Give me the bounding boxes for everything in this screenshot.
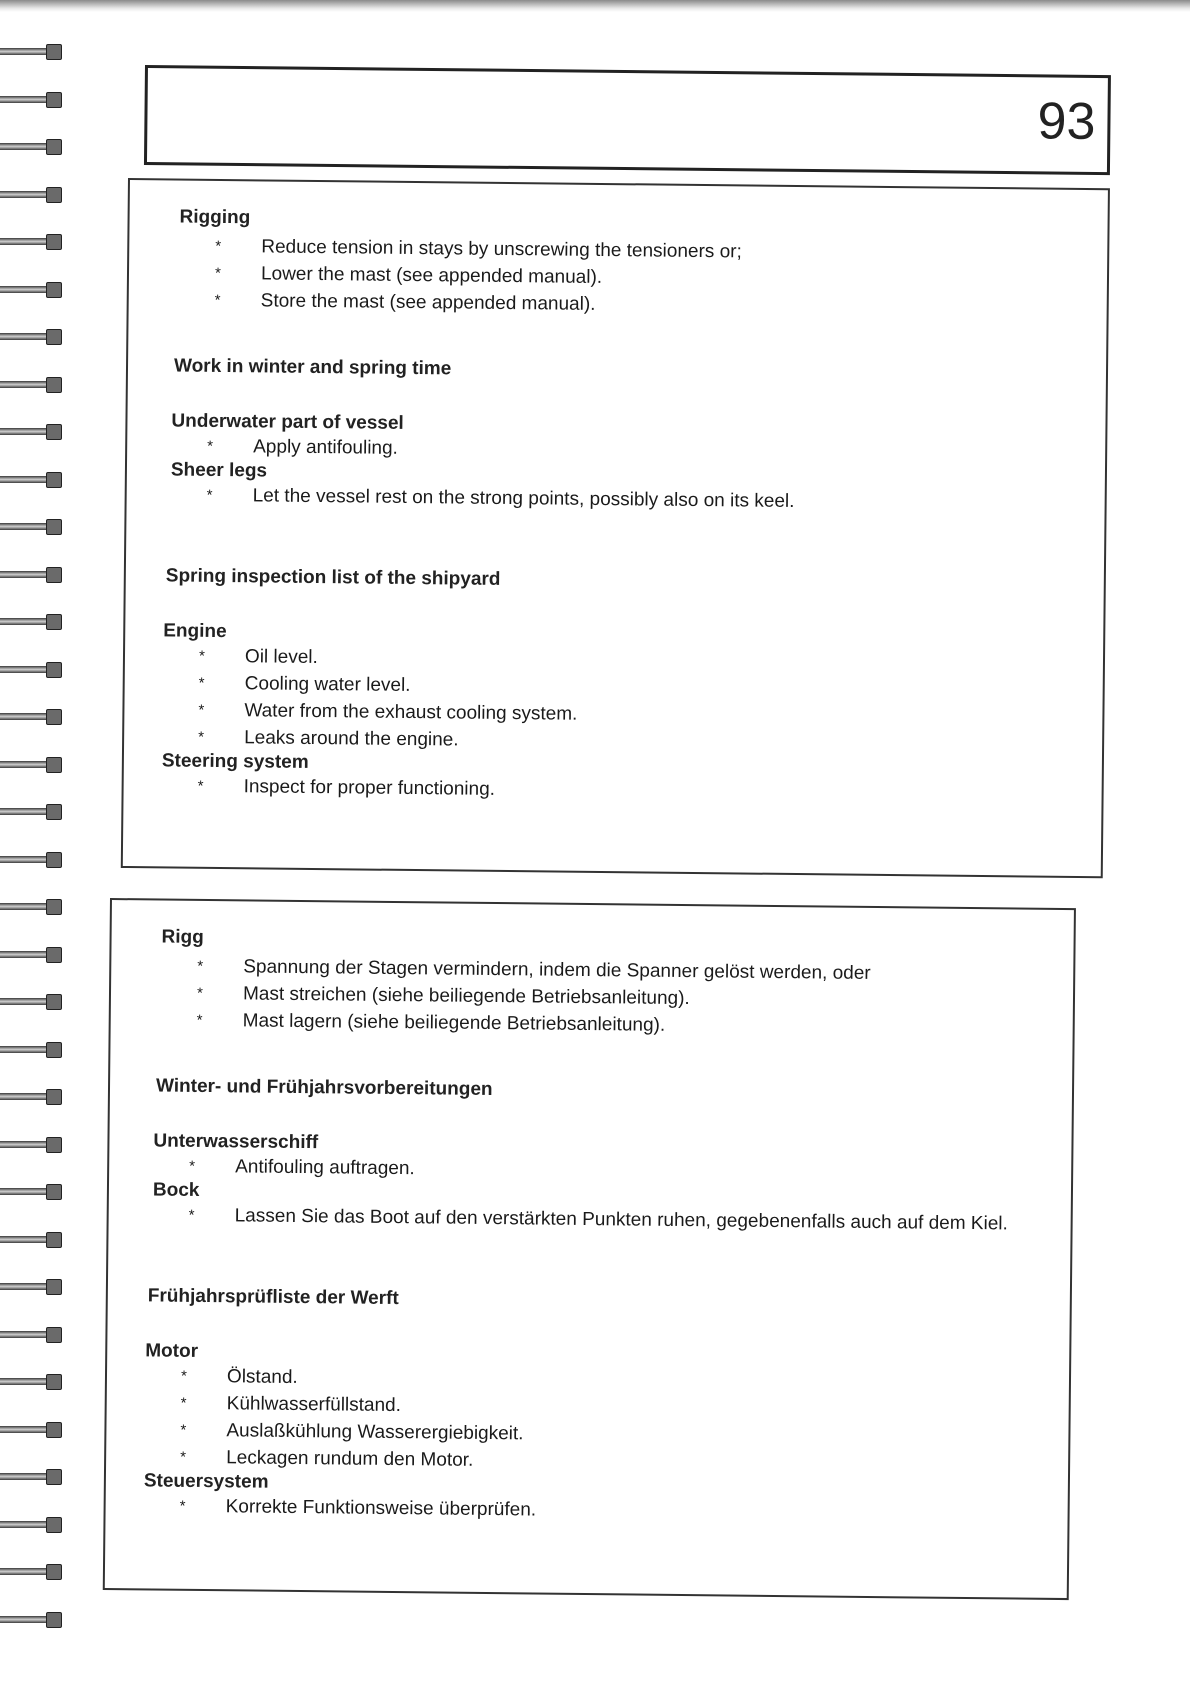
list-item: * Antifouling auftragen. xyxy=(189,1156,415,1180)
motor-list xyxy=(144,1362,538,1474)
motor-heading: Motor xyxy=(145,1340,199,1362)
list-item: * Lassen Sie das Boot auf den verstärkten Punkten ruhen, gegebenenfalls auch auf dem Kiel. xyxy=(188,1205,1008,1235)
underwater-block xyxy=(171,410,796,515)
list-item: * Cooling water level. xyxy=(198,673,411,696)
binding-ring xyxy=(0,515,62,537)
steuersystem-list xyxy=(143,1492,536,1523)
binding-ring xyxy=(0,1085,62,1107)
binding-ring xyxy=(0,1608,62,1630)
binding-ring xyxy=(0,990,62,1012)
list-item: * Korrekte Funktionsweise überprüfen. xyxy=(179,1496,537,1521)
binding-ring xyxy=(0,230,62,252)
steering-heading: Steering system xyxy=(161,750,309,773)
binding-ring xyxy=(0,1275,62,1297)
bock-heading: Bock xyxy=(152,1179,200,1201)
sheer-legs-heading: Sheer legs xyxy=(170,459,268,482)
page-number: 93 xyxy=(1037,92,1096,151)
binding-ring xyxy=(0,325,62,347)
spiral-binding xyxy=(0,40,62,1660)
motor-block xyxy=(143,1340,537,1523)
rigging-block xyxy=(179,207,743,320)
binding-ring xyxy=(0,183,62,205)
binding-ring xyxy=(0,1323,62,1345)
binding-ring xyxy=(0,658,62,680)
binding-ring xyxy=(0,88,62,110)
winter-title-de: Winter- und Frühjahrsvorbereitungen xyxy=(155,1075,493,1101)
binding-ring xyxy=(0,1513,62,1535)
list-item: * Mast lagern (siehe beiliegende Betriebsanleitung). xyxy=(196,1010,666,1036)
english-section xyxy=(121,178,1110,878)
list-item: * Let the vessel rest on the strong points, possibly also on its keel. xyxy=(206,485,795,512)
binding-ring xyxy=(0,610,62,632)
binding-ring xyxy=(0,563,62,585)
unterwasser-block xyxy=(153,1130,1009,1237)
list-item: * Leckagen rundum den Motor. xyxy=(180,1447,474,1471)
list-item: * Auslaßkühlung Wasserergiebigkeit. xyxy=(180,1420,524,1445)
inspection-title: Spring inspection list of the shipyard xyxy=(165,565,501,590)
rigg-heading: Rigg xyxy=(161,926,204,948)
winter-title: Work in winter and spring time xyxy=(173,355,452,380)
binding-ring xyxy=(0,753,62,775)
binding-ring xyxy=(0,895,62,917)
list-item: * Leaks around the engine. xyxy=(198,727,459,751)
engine-list xyxy=(162,642,578,754)
binding-ring xyxy=(0,848,62,870)
underwater-heading: Underwater part of vessel xyxy=(171,410,404,434)
page-top-edge xyxy=(0,0,1190,12)
list-item: * Reduce tension in stays by unscrewing the tensioners or; xyxy=(215,236,742,263)
unterwasser-heading: Unterwasserschiff xyxy=(153,1130,319,1154)
list-item: * Spannung der Stagen vermindern, indem die Spanner gelöst werden, oder xyxy=(197,956,871,984)
binding-ring xyxy=(0,373,62,395)
list-item: * Lower the mast (see appended manual). xyxy=(214,263,603,288)
binding-ring xyxy=(0,800,62,822)
binding-ring xyxy=(0,40,62,62)
binding-ring xyxy=(0,1465,62,1487)
list-item: * Oil level. xyxy=(198,646,318,669)
rigg-list xyxy=(161,953,871,1041)
binding-ring xyxy=(0,1418,62,1440)
binding-ring xyxy=(0,135,62,157)
binding-ring xyxy=(0,468,62,490)
list-item: * Inspect for proper functioning. xyxy=(197,776,496,800)
rigging-heading: Rigging xyxy=(179,206,251,229)
list-item: * Apply antifouling. xyxy=(207,436,399,459)
list-item: * Kühlwasserfüllstand. xyxy=(180,1393,402,1417)
binding-ring xyxy=(0,420,62,442)
binding-ring xyxy=(0,943,62,965)
engine-block xyxy=(161,620,578,803)
rigg-block xyxy=(161,927,872,1041)
german-section xyxy=(103,898,1076,1600)
inspection-title-de: Frühjahrsprüfliste der Werft xyxy=(147,1285,399,1310)
binding-ring xyxy=(0,1180,62,1202)
binding-ring xyxy=(0,1038,62,1060)
binding-ring xyxy=(0,1370,62,1392)
sheer-legs-list xyxy=(171,481,795,515)
binding-ring xyxy=(0,1560,62,1582)
engine-heading: Engine xyxy=(163,620,227,643)
binding-ring xyxy=(0,705,62,727)
rigging-list xyxy=(179,233,742,320)
binding-ring xyxy=(0,1133,62,1155)
list-item: * Water from the exhaust cooling system. xyxy=(198,700,578,725)
page-header xyxy=(144,65,1111,175)
list-item: * Ölstand. xyxy=(180,1366,298,1388)
list-item: * Mast streichen (siehe beiliegende Betriebsanleitung). xyxy=(196,983,690,1010)
list-item: * Store the mast (see appended manual). xyxy=(214,290,596,315)
steuersystem-heading: Steuersystem xyxy=(143,1470,269,1493)
steering-list xyxy=(161,772,576,803)
binding-ring xyxy=(0,1228,62,1250)
binding-ring xyxy=(0,278,62,300)
